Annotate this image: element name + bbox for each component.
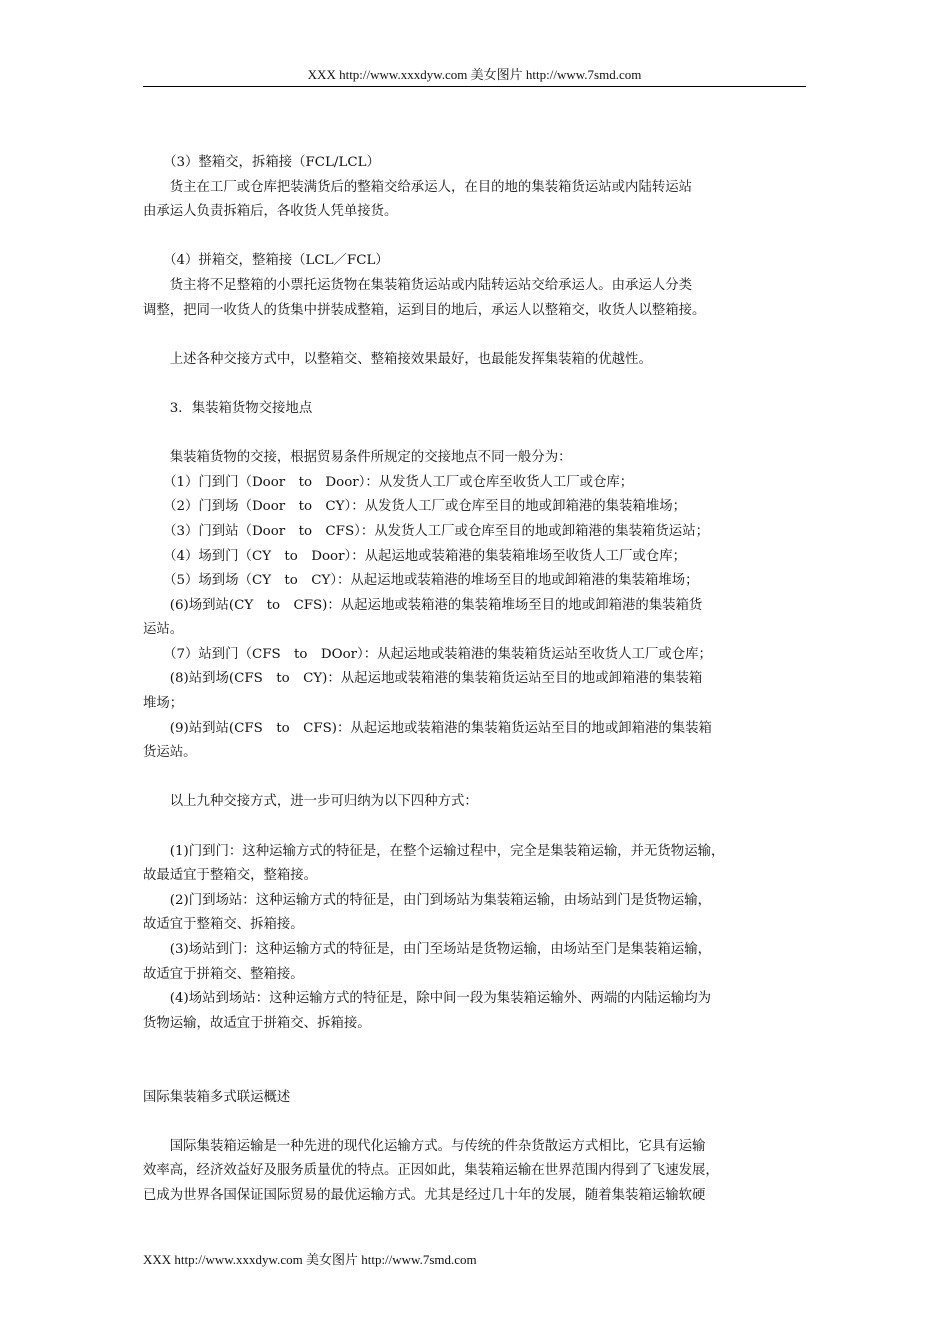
numbered-heading: 3．集装箱货物交接地点 bbox=[143, 400, 313, 416]
list-item-continuation: 货运站。 bbox=[143, 745, 197, 761]
list-item: （1）门到门（Door to Door）：从发货人工厂或仓库至收货人工厂或仓库； bbox=[143, 474, 634, 490]
document-body bbox=[143, 151, 811, 1209]
blank-line bbox=[143, 323, 811, 348]
paragraph-line: 效率高，经济效益好及服务质量优的特点。正因如此，集装箱运输在世界范围内得到了飞速发展， bbox=[143, 1163, 719, 1179]
list-item-continuation: 故适宜于整箱交、拆箱接。 bbox=[143, 917, 304, 933]
page-header: XXX http://www.xxxdyw.com 美女图片 http://www.7smd.com bbox=[307, 67, 642, 82]
blank-line bbox=[143, 1110, 811, 1135]
paragraph-line: 调整，把同一收货人的货集中拼装成整箱，运到目的地后，承运人以整箱交，收货人以整箱接。 bbox=[143, 302, 706, 318]
header-divider bbox=[143, 86, 806, 87]
blank-line bbox=[143, 422, 811, 447]
paragraph-line: 集装箱货物的交接，根据贸易条件所规定的交接地点不同一般分为： bbox=[143, 450, 572, 466]
list-item: (8)站到场(CFS to CY)：从起运地或装箱港的集装箱货运站至目的地或卸箱港的集装箱 bbox=[143, 671, 703, 687]
section-4-heading: （4）拼箱交，整箱接（LCL／FCL） bbox=[143, 253, 389, 269]
paragraph-line: 以上九种交接方式，进一步可归纳为以下四种方式： bbox=[143, 794, 478, 810]
list-item-continuation: 故最适宜于整箱交，整箱接。 bbox=[143, 868, 318, 884]
paragraph-line: 由承运人负责拆箱后，各收货人凭单接货。 bbox=[143, 204, 398, 220]
page-footer: XXX http://www.xxxdyw.com 美女图片 http://www.7smd.com bbox=[143, 1252, 477, 1267]
blank-line bbox=[143, 1036, 811, 1061]
list-item: （5）场到场（CY to CY）：从起运地或装箱港的堆场至目的地或卸箱港的集装箱堆场； bbox=[143, 573, 699, 589]
list-item-continuation: 运站。 bbox=[143, 622, 184, 638]
paragraph-line: 货主将不足整箱的小票托运货物在集装箱货运站或内陆转运站交给承运人。由承运人分类 bbox=[143, 277, 693, 293]
list-item-continuation: 堆场； bbox=[143, 696, 184, 712]
paragraph-line: 上述各种交接方式中，以整箱交、整箱接效果最好，也最能发挥集装箱的优越性。 bbox=[143, 351, 652, 367]
blank-line bbox=[143, 372, 811, 397]
list-item: （3）门到站（Door to CFS）：从发货人工厂或仓库至目的地或卸箱港的集装箱货运站； bbox=[143, 523, 709, 539]
list-item: (3)场站到门：这种运输方式的特征是，由门至场站是货物运输，由场站至门是集装箱运输， bbox=[143, 942, 711, 957]
paragraph-line: 国际集装箱运输是一种先进的现代化运输方式。与传统的件杂货散运方式相比，它具有运输 bbox=[143, 1138, 706, 1154]
blank-line bbox=[143, 815, 811, 840]
blank-line bbox=[143, 1061, 811, 1086]
list-item: (2)门到场站：这种运输方式的特征是，由门到场站为集装箱运输，由场站到门是货物运输， bbox=[143, 892, 711, 908]
section-title: 国际集装箱多式联运概述 bbox=[143, 1089, 291, 1105]
list-item: (4)场站到场站：这种运输方式的特征是，除中间一段为集装箱运输外、两端的内陆运输均为 bbox=[143, 991, 711, 1007]
section-3-heading: （3）整箱交，拆箱接（FCL/LCL） bbox=[143, 155, 380, 170]
paragraph-line: 已成为世界各国保证国际贸易的最优运输方式。尤其是经过几十年的发展，随着集装箱运输软硬 bbox=[143, 1187, 706, 1203]
list-item-continuation: 故适宜于拼箱交、整箱接。 bbox=[143, 966, 304, 982]
list-item: (1)门到门：这种运输方式的特征是，在整个运输过程中，完全是集装箱运输，并无货物运输， bbox=[143, 843, 725, 859]
blank-line bbox=[143, 766, 811, 791]
list-item: (9)站到站(CFS to CFS)：从起运地或装箱港的集装箱货运站至目的地或卸箱港的集装箱 bbox=[143, 720, 712, 736]
list-item: （2）门到场（Door to CY）：从发货人工厂或仓库至目的地或卸箱港的集装箱堆场； bbox=[143, 499, 686, 515]
blank-line bbox=[143, 225, 811, 250]
list-item-continuation: 货物运输，故适宜于拼箱交、拆箱接。 bbox=[143, 1015, 371, 1031]
paragraph-line: 货主在工厂或仓库把装满货后的整箱交给承运人，在目的地的集装箱货运站或内陆转运站 bbox=[143, 179, 693, 195]
list-item: （7）站到门（CFS to DOor）：从起运地或装箱港的集装箱货运站至收货人工厂或仓库； bbox=[143, 646, 712, 662]
list-item: (6)场到站(CY to CFS)：从起运地或装箱港的集装箱堆场至目的地或卸箱港的集装箱货 bbox=[143, 597, 703, 613]
list-item: （4）场到门（CY to Door）：从起运地或装箱港的集装箱堆场至收货人工厂或仓库； bbox=[143, 548, 686, 564]
